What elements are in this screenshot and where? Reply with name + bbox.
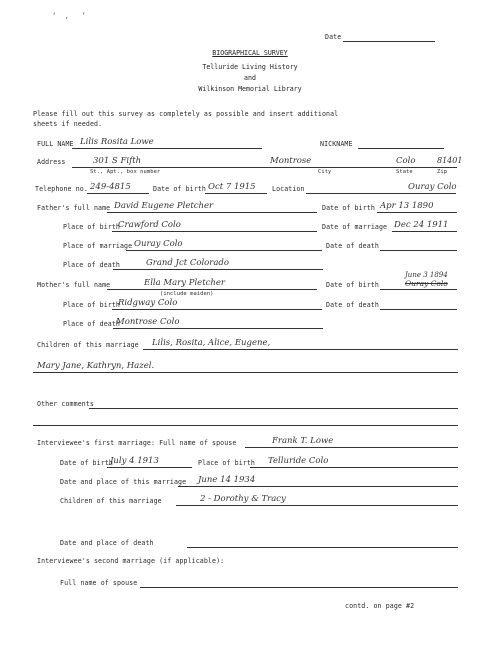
second-spouse-field[interactable] bbox=[140, 587, 458, 588]
father-pob-field[interactable] bbox=[112, 231, 317, 232]
mother-pod-label: Place of death bbox=[63, 320, 120, 328]
telephone-value: 249-4815 bbox=[90, 182, 131, 192]
father-dob-value: Apr 13 1890 bbox=[380, 201, 434, 211]
address-street-value: 301 S Fifth bbox=[93, 156, 142, 166]
father-dod-label: Date of death bbox=[326, 242, 379, 250]
father-pod-field[interactable] bbox=[113, 269, 323, 270]
mother-maiden-caption: (include maiden) bbox=[160, 291, 214, 297]
telephone-field[interactable] bbox=[87, 193, 149, 194]
other-comments-field-line-1[interactable] bbox=[89, 408, 458, 409]
first-date-place-field[interactable] bbox=[178, 486, 458, 487]
form-title: BIOGRAPHICAL SURVEY bbox=[212, 49, 288, 57]
location-label: Location bbox=[272, 185, 305, 193]
mother-pob-value: Ridgway Colo bbox=[118, 298, 178, 308]
first-dob-field[interactable] bbox=[107, 467, 192, 468]
father-field[interactable] bbox=[107, 212, 317, 213]
first-marriage-label: Interviewee's first marriage: Full name of spouse bbox=[37, 439, 237, 447]
nickname-field[interactable] bbox=[358, 148, 444, 149]
address-street-caption: St., Apt., box number bbox=[90, 169, 161, 175]
mother-dob-label: Date of birth bbox=[326, 281, 379, 289]
instructions-line-2: sheets if needed. bbox=[33, 120, 103, 128]
father-dob-label: Date of birth bbox=[322, 204, 375, 212]
father-value: David Eugene Pletcher bbox=[114, 201, 214, 211]
dob-label: Date of birth bbox=[153, 185, 206, 193]
other-comments-label: Other comments bbox=[37, 400, 94, 408]
mother-pod-field[interactable] bbox=[113, 328, 323, 329]
other-comments-field-line-2[interactable] bbox=[33, 425, 458, 426]
father-dod-field[interactable] bbox=[380, 250, 457, 251]
mother-dob-field[interactable] bbox=[380, 289, 457, 290]
first-children-field[interactable] bbox=[176, 505, 458, 506]
mother-dod-label: Date of death bbox=[326, 301, 379, 309]
dob-value: Oct 7 1915 bbox=[208, 182, 256, 192]
address-zip-value: 81401 bbox=[437, 156, 463, 165]
first-children-label: Children of this marriage bbox=[60, 497, 162, 505]
father-dom-label: Date of marriage bbox=[322, 223, 388, 231]
mother-pob-label: Place of birth bbox=[63, 301, 120, 309]
date-label: Date bbox=[325, 33, 342, 41]
mother-pob-field[interactable] bbox=[112, 309, 322, 310]
form-subtitle-library: Wilkinson Memorial Library bbox=[198, 85, 302, 93]
children-label: Children of this marriage bbox=[37, 341, 139, 349]
scan-specks: ‘ , ’ bbox=[52, 12, 86, 20]
second-spouse-label: Full name of spouse bbox=[60, 579, 138, 587]
first-death-label: Date and place of death bbox=[60, 539, 154, 547]
address-field[interactable] bbox=[72, 167, 457, 168]
first-dob-value: July 4 1913 bbox=[110, 456, 159, 466]
nickname-label: NICKNAME bbox=[320, 140, 353, 148]
address-city-caption: City bbox=[318, 169, 332, 175]
father-pod-label: Place of death bbox=[63, 261, 120, 269]
father-pob-label: Place of birth bbox=[63, 223, 120, 231]
telephone-label: Telephone no. bbox=[35, 185, 88, 193]
first-date-place-value: June 14 1934 bbox=[198, 475, 256, 485]
date-line[interactable] bbox=[343, 41, 435, 42]
children-value-line-2: Mary Jane, Kathryn, Hazel. bbox=[37, 361, 155, 371]
address-city-value: Montrose bbox=[270, 156, 312, 166]
father-dom-field[interactable] bbox=[392, 231, 457, 232]
mother-dob-value: June 3 1894 bbox=[405, 271, 448, 279]
form-subtitle-and: and bbox=[244, 74, 256, 82]
father-dob-field[interactable] bbox=[377, 212, 457, 213]
father-pod-value: Grand Jct Colorado bbox=[146, 258, 229, 268]
full-name-value: Lilis Rosita Lowe bbox=[80, 137, 154, 147]
first-death-field[interactable] bbox=[187, 547, 458, 548]
address-label: Address bbox=[37, 158, 66, 166]
dob-field[interactable] bbox=[205, 193, 267, 194]
children-field-line-1[interactable] bbox=[143, 349, 458, 350]
mother-field[interactable] bbox=[107, 289, 317, 290]
mother-dob-place-value: Ouray Colo bbox=[405, 279, 448, 288]
children-field-line-2[interactable] bbox=[33, 372, 458, 373]
second-marriage-label: Interviewee's second marriage (if applicable): bbox=[37, 557, 225, 565]
mother-dod-field[interactable] bbox=[380, 309, 457, 310]
children-value-line-1: Lilis, Rosita, Alice, Eugene, bbox=[152, 338, 271, 348]
instructions-line-1: Please fill out this survey as completely as possible and insert additional bbox=[33, 110, 339, 118]
first-pob-value: Telluride Colo bbox=[268, 456, 329, 466]
continued-note: contd. on page #2 bbox=[345, 602, 415, 610]
first-children-value: 2 - Dorothy & Tracy bbox=[200, 494, 286, 504]
full-name-field[interactable] bbox=[72, 148, 262, 149]
location-field[interactable] bbox=[306, 193, 456, 194]
mother-label: Mother's full name bbox=[37, 281, 111, 289]
form-subtitle: Telluride Living History bbox=[202, 63, 298, 71]
father-pob-value: Crawford Colo bbox=[118, 220, 181, 230]
father-pom-value: Ouray Colo bbox=[134, 239, 183, 249]
address-state-caption: State bbox=[396, 169, 413, 175]
first-spouse-field[interactable] bbox=[245, 447, 458, 448]
mother-pod-value: Montrose Colo bbox=[116, 317, 180, 327]
first-pob-field[interactable] bbox=[250, 467, 458, 468]
location-value: Ouray Colo bbox=[408, 182, 457, 192]
father-dom-value: Dec 24 1911 bbox=[394, 220, 449, 230]
address-zip-caption: Zip bbox=[437, 169, 448, 175]
father-pom-field[interactable] bbox=[126, 250, 322, 251]
first-pob-label: Place of birth bbox=[198, 459, 255, 467]
father-label: Father's full name bbox=[37, 204, 111, 212]
first-date-place-label: Date and place of this marriage bbox=[60, 478, 187, 486]
address-state-value: Colo bbox=[396, 156, 416, 166]
full-name-label: FULL NAME bbox=[37, 140, 74, 148]
first-spouse-value: Frank T. Lowe bbox=[272, 436, 334, 446]
father-pom-label: Place of marriage bbox=[63, 242, 133, 250]
mother-value: Ella Mary Pletcher bbox=[144, 278, 225, 288]
first-dob-label: Date of birth bbox=[60, 459, 113, 467]
